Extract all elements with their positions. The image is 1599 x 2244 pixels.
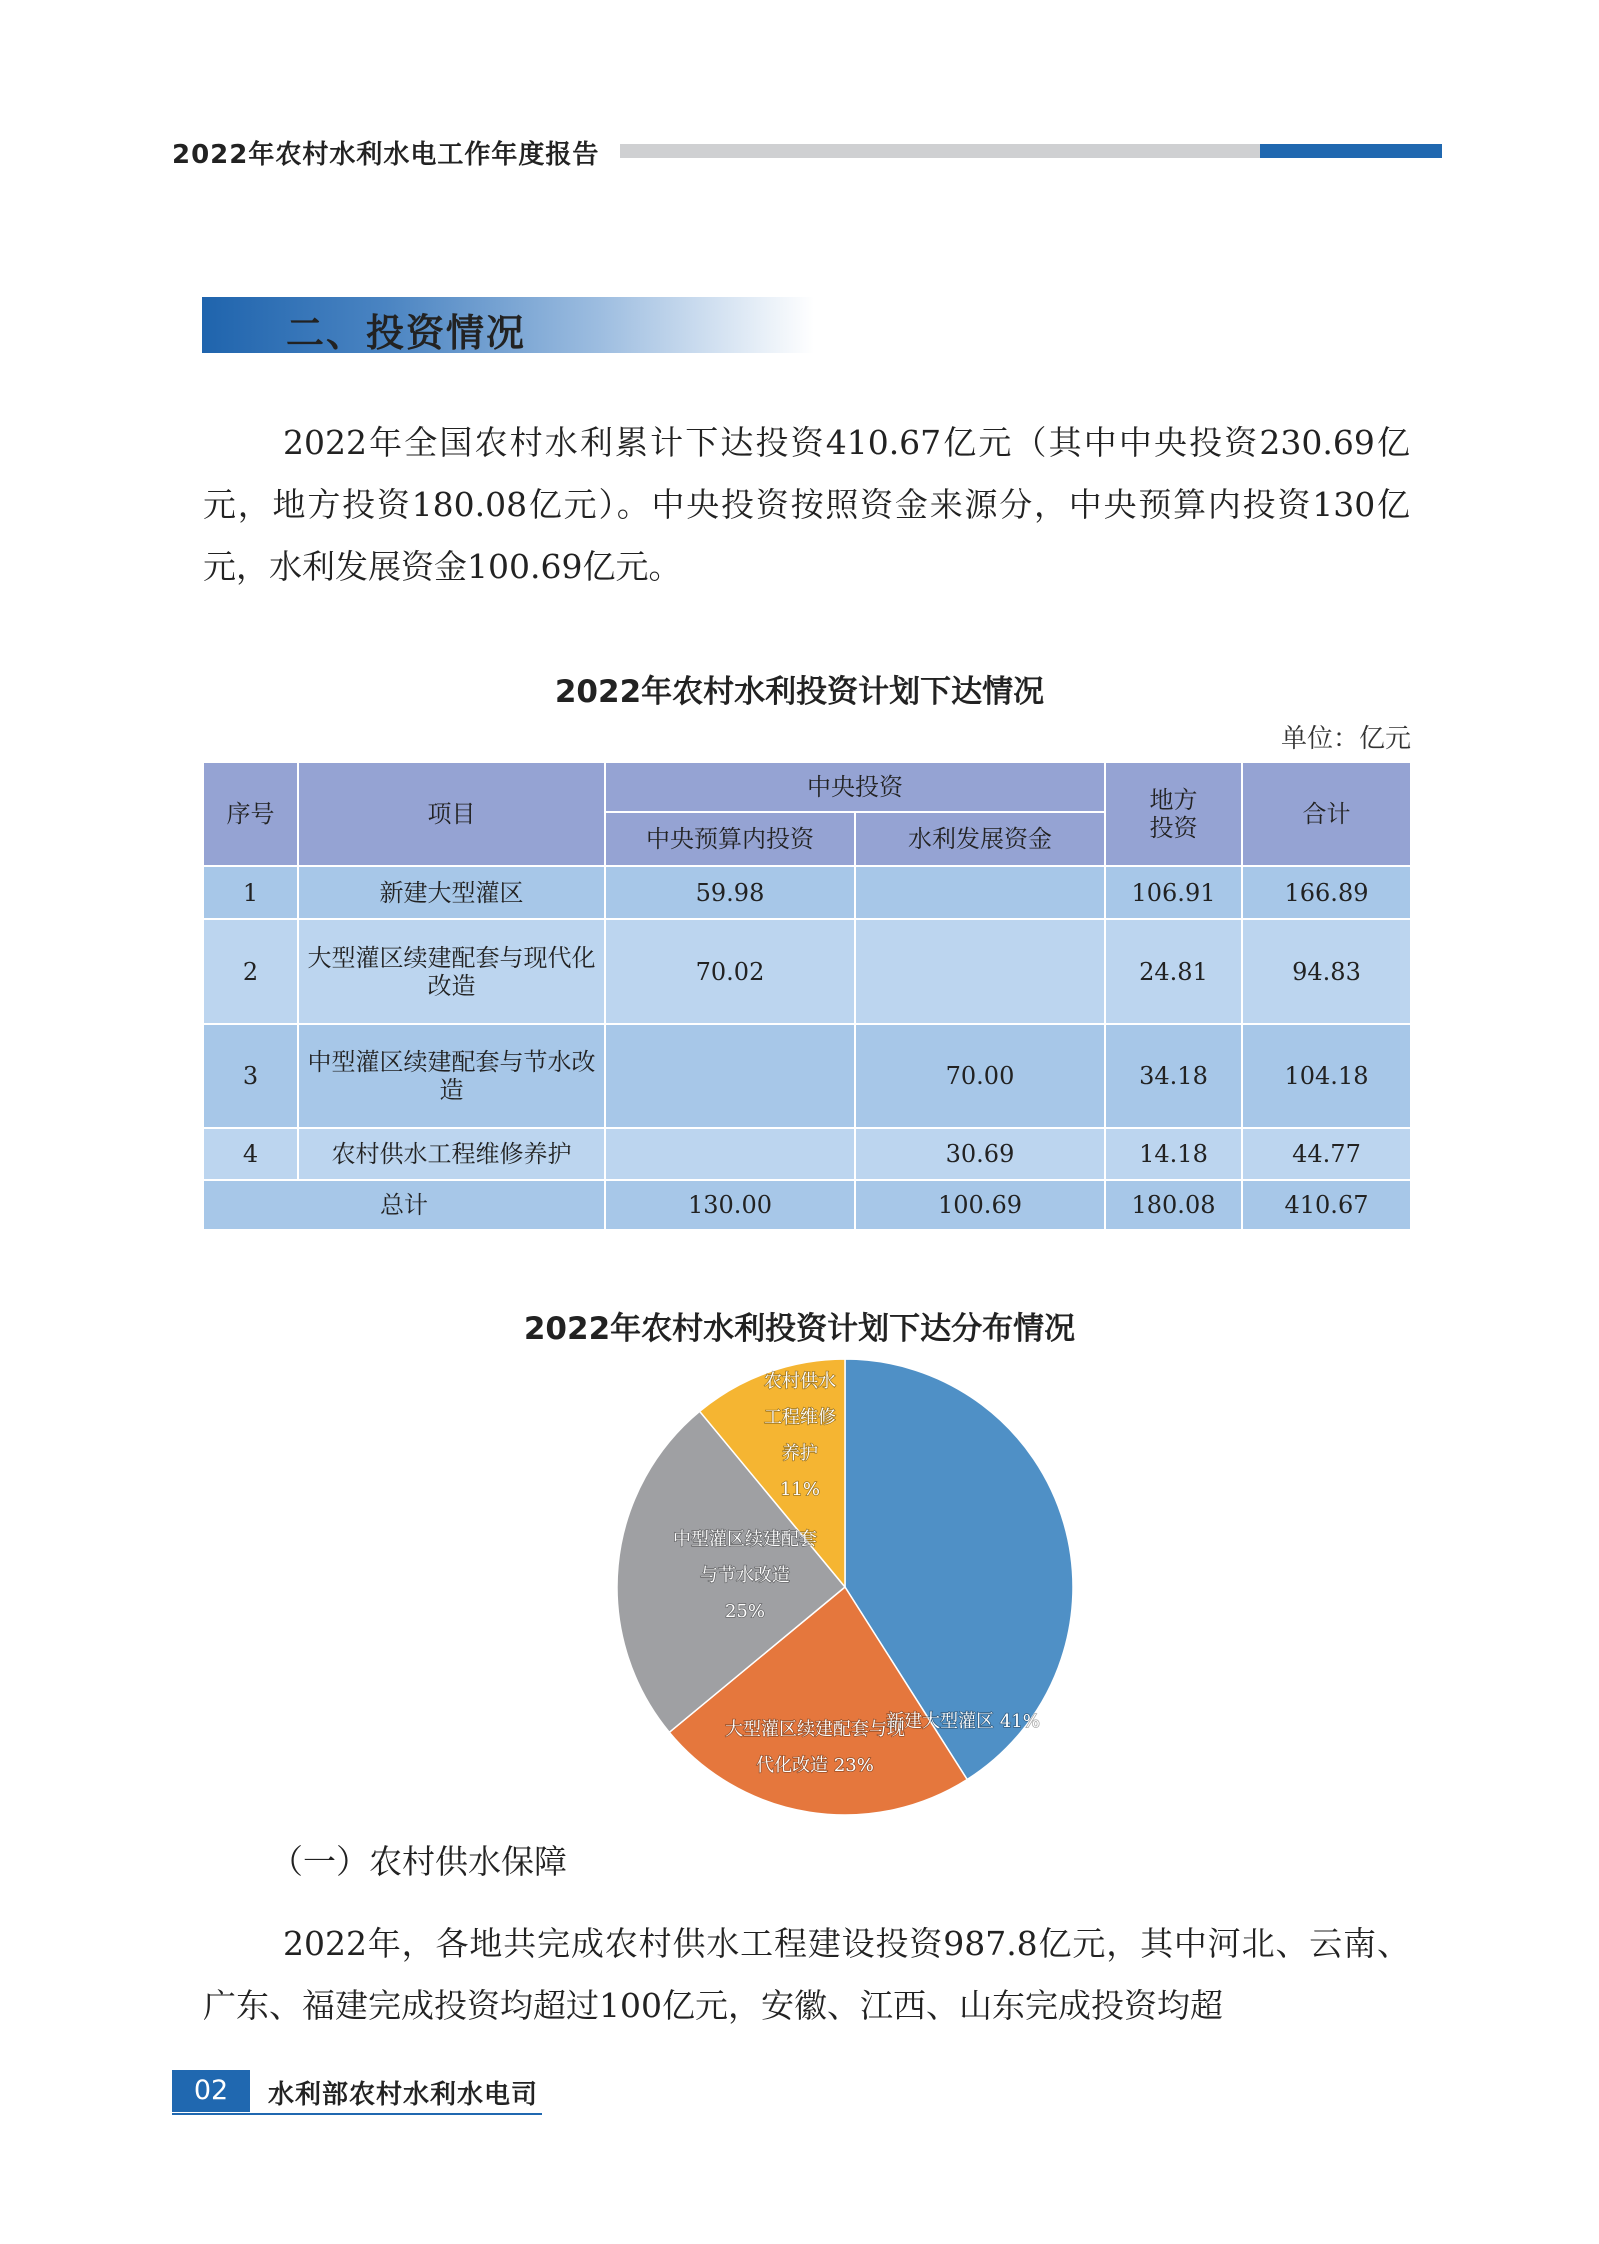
cell-local: 34.18 [1105,1024,1242,1128]
header-local [1105,762,1242,866]
cell-local: 106.91 [1105,866,1242,919]
intro-paragraph: 2022年全国农村水利累计下达投资410.67亿元（其中中央投资230.69亿元，地方投资180.08亿元）。中央投资按照资金来源分，中央预算内投资130亿元，水利发展资金100.69亿元。 [203,423,1410,586]
cell-seq: 3 [203,1024,298,1128]
pie-slice-label: 大型灌区续建配套与现代化改造 23% [725,1719,905,1776]
header-central: 中央投资 [605,762,1105,812]
header-local-text: 地方投资 [1149,786,1198,842]
cell-central-budget: 59.98 [605,866,855,919]
unit-label: 单位：亿元 [1280,724,1411,754]
cell-central-budget: 70.02 [605,919,855,1024]
cell-total: 94.83 [1242,919,1411,1024]
cell-item: 大型灌区续建配套与现代化改造 [298,919,605,1024]
footer-org: 水利部农村水利水电司 [268,2080,539,2110]
cell-item: 新建大型灌区 [298,866,605,919]
header-water-fund: 水利发展资金 [855,812,1105,866]
cell-total: 44.77 [1242,1128,1411,1180]
pie-chart [615,1357,1075,1817]
table-total-row [203,1180,1411,1230]
cell-item: 中型灌区续建配套与节水改造 [298,1024,605,1128]
cell-water-fund: 70.00 [855,1024,1105,1128]
header-seq: 序号 [203,762,298,866]
cell-total-water-fund: 100.69 [855,1180,1105,1230]
body-paragraph: 2022年，各地共完成农村供水工程建设投资987.8亿元，其中河北、云南、广东、福建完成投资均超过100亿元，安徽、江西、山东完成投资均超 [203,1924,1410,2025]
header-decoration-bar [620,144,1260,158]
section-title: 二、投资情况 [286,311,527,355]
cell-local: 14.18 [1105,1128,1242,1180]
header-total: 合计 [1242,762,1411,866]
cell-total-local: 180.08 [1105,1180,1242,1230]
cell-central-budget [605,1128,855,1180]
cell-total-label: 总计 [203,1180,605,1230]
header-central-budget: 中央预算内投资 [605,812,855,866]
table-row [203,1024,1411,1128]
table-row [203,866,1411,919]
pie-chart-title: 2022年农村水利投资计划下达分布情况 [523,1311,1076,1347]
report-header-title: 2022年农村水利水电工作年度报告 [172,140,600,170]
cell-total-sum: 410.67 [1242,1180,1411,1230]
footer-rule [172,2113,542,2115]
cell-seq: 4 [203,1128,298,1180]
cell-local: 24.81 [1105,919,1242,1024]
cell-item: 农村供水工程维修养护 [298,1128,605,1180]
cell-water-fund [855,919,1105,1024]
header-item: 项目 [298,762,605,866]
subsection-title: （一）农村供水保障 [270,1842,567,1881]
cell-seq: 1 [203,866,298,919]
page-number: 02 [172,2070,250,2112]
cell-water-fund [855,866,1105,919]
cell-total: 104.18 [1242,1024,1411,1128]
cell-seq: 2 [203,919,298,1024]
cell-total-central-budget: 130.00 [605,1180,855,1230]
cell-water-fund: 30.69 [855,1128,1105,1180]
pie-chart-svg [615,1357,1075,1817]
pie-slice-label: 新建大型灌区 41% [886,1711,1040,1732]
investment-table [202,761,1410,1231]
table-title: 2022年农村水利投资计划下达情况 [554,674,1045,710]
table-row [203,919,1411,1024]
pie-slice-label: 中型灌区续建配套与节水改造 25% [673,1529,817,1622]
pie-slice-label: 农村供水工程维修养护 11% [764,1371,836,1500]
cell-central-budget [605,1024,855,1128]
table-row [203,1128,1411,1180]
header-accent-bar [1260,144,1442,158]
cell-total: 166.89 [1242,866,1411,919]
